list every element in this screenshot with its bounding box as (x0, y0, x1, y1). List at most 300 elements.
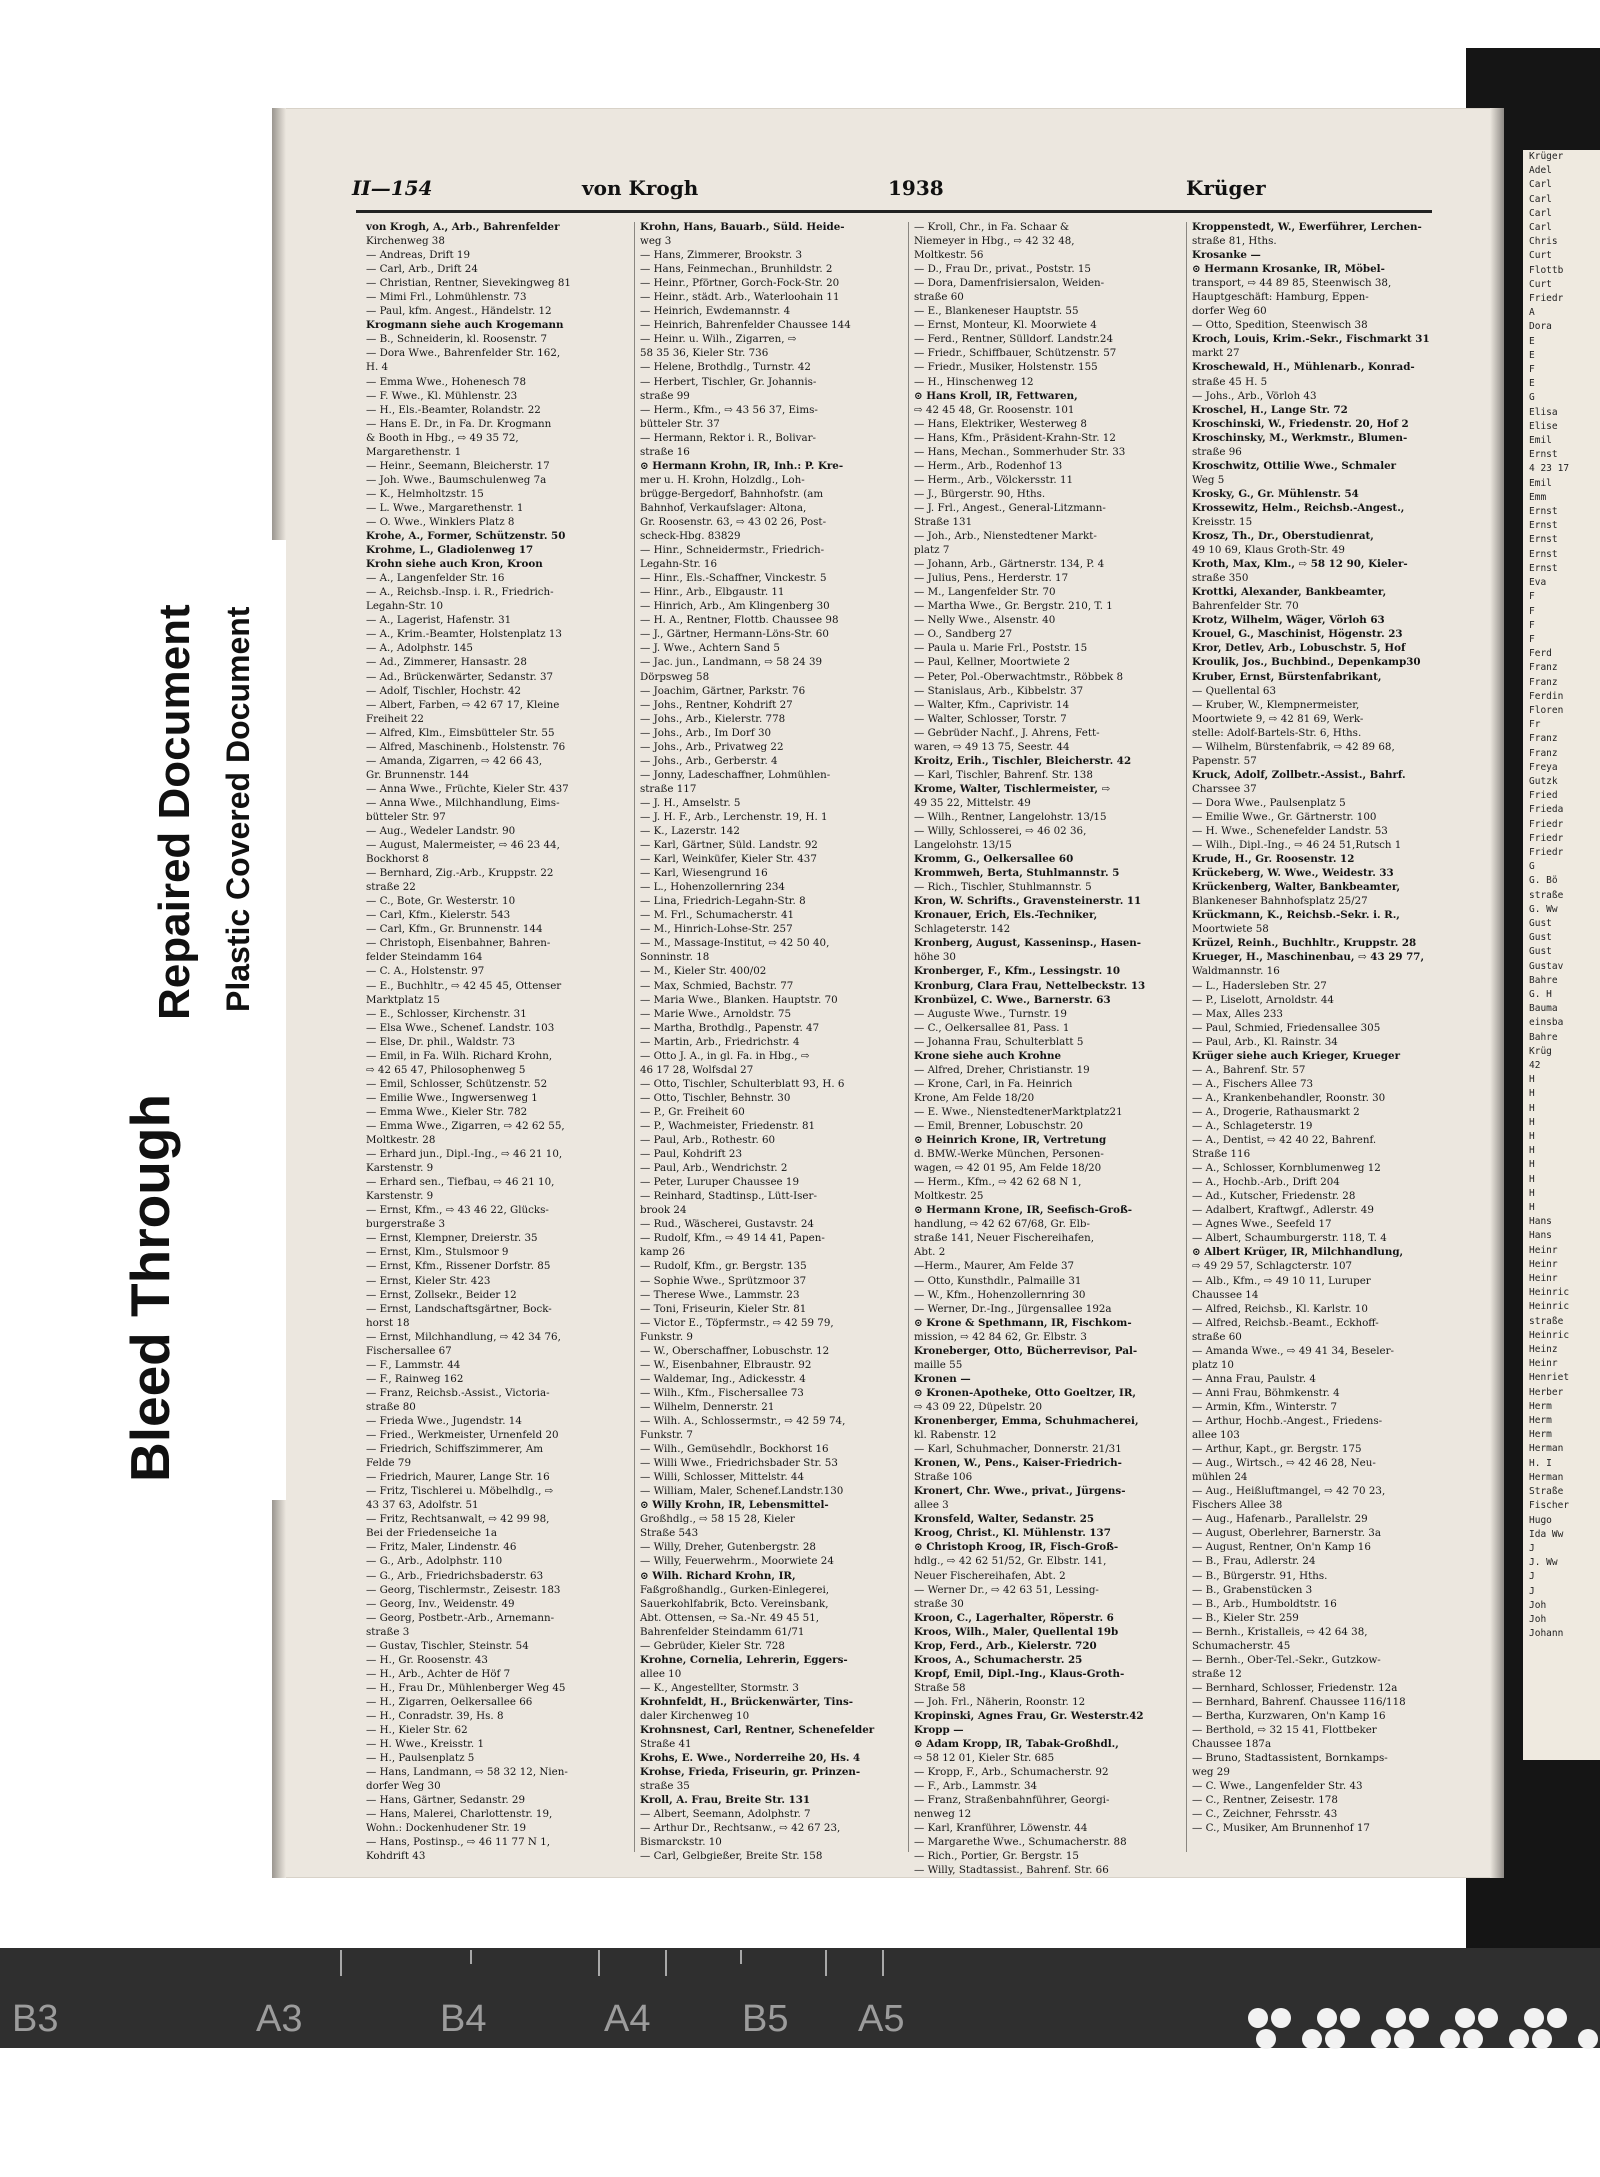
sliver-line: Gutzk (1529, 775, 1558, 787)
sliver-line: Ernst (1529, 520, 1558, 532)
directory-entry-line: ⊙ Hans Kroll, IR, Fettwaren, (914, 389, 1078, 402)
directory-entry-line: — Agnes Wwe., Seefeld 17 (1192, 1218, 1332, 1231)
directory-entry-line: Margarethenstr. 1 (366, 445, 462, 458)
directory-entry-line: — Peter, Pol.-Oberwachtmstr., Röbbek 8 (914, 670, 1124, 683)
directory-entry-line: allee 10 (640, 1667, 682, 1680)
directory-entry-line: — Aug., Hafenarb., Parallelstr. 29 (1192, 1513, 1368, 1526)
directory-entry-line: Charssee 37 (1192, 782, 1257, 795)
directory-entry-line: platz 10 (1192, 1358, 1234, 1371)
ruler-label-a4: A4 (604, 1998, 651, 2040)
directory-entry-line: — Willy, Dreher, Gutenbergstr. 28 (640, 1541, 816, 1554)
directory-entry-line: — Emil, Schlosser, Schützenstr. 52 (366, 1077, 548, 1090)
directory-entry-line: — Hans, Feinmechan., Brunhildstr. 2 (640, 263, 833, 276)
directory-entry-line: straße 45 H. 5 (1192, 375, 1268, 388)
directory-entry-line: — H., Els.-Beamter, Rolandstr. 22 (366, 403, 541, 416)
directory-entry-line: Krohne, Cornelia, Lehrerin, Eggers- (640, 1653, 848, 1666)
directory-entry-line: — C. A., Holstenstr. 97 (366, 965, 485, 978)
directory-entry-line: — Paul, Kohdrift 23 (640, 1148, 743, 1161)
sliver-line: Heinric (1529, 1287, 1570, 1299)
directory-entry-line: — Peter, Luruper Chaussee 19 (640, 1176, 800, 1189)
directory-entry-line: — A., Schlageterstr. 19 (1192, 1120, 1313, 1132)
directory-entry-line: — Alfred, Klm., Eimsbütteler Str. 55 (366, 726, 555, 739)
directory-entry-line: — Werner Dr., ⇨ 42 63 51, Lessing- (914, 1583, 1099, 1596)
target-dot (1394, 2029, 1414, 2049)
directory-entry-line: — Bernh., Ober-Tel.-Sekr., Gutzkow- (1192, 1653, 1381, 1666)
directory-entry-line: Moltkestr. 25 (914, 1190, 984, 1203)
directory-entry-line: — Johs., Arb., Privatweg 22 (640, 740, 784, 753)
sliver-line: Franz (1529, 662, 1558, 674)
directory-entry-line: — Marie Wwe., Arnoldstr. 75 (640, 1007, 792, 1020)
sliver-line: H. I (1529, 1457, 1552, 1469)
directory-entry-line: — F. Wwe., Kl. Mühlenstr. 23 (366, 389, 518, 402)
directory-entry-line: — Helene, Brothdlg., Turnstr. 42 (640, 361, 811, 374)
directory-entry-line: — Ernst, Zollsekr., Beider 12 (366, 1288, 517, 1301)
directory-entry-line: Blankeneser Bahnhofsplatz 25/27 (1192, 895, 1368, 908)
directory-entry-line: — F., Rainweg 162 (366, 1372, 464, 1385)
ruler-label-b3: B3 (12, 1998, 59, 2040)
sliver-line: Emil (1529, 435, 1552, 447)
directory-entry-line: Karstenstr. 9 (366, 1190, 434, 1203)
directory-entry-line: straße 96 (1192, 445, 1242, 458)
directory-entry-line: — Franz, Reichsb.-Assist., Victoria- (366, 1386, 550, 1399)
directory-entry-line: bütteler Str. 97 (366, 810, 446, 823)
directory-entry-line: — Wilhelm, Dennerstr. 21 (640, 1400, 775, 1413)
directory-entry-line: Kroos, Wilh., Maler, Quellental 19b (914, 1625, 1119, 1638)
sliver-line: G. H (1529, 988, 1552, 1000)
directory-entry-line: — Kruber, W., Klempnermeister, (1192, 698, 1360, 711)
directory-entry-line: Krückmann, K., Reichsb.-Sekr. i. R., (1192, 909, 1400, 922)
sliver-line: Ernst (1529, 534, 1558, 546)
directory-entry-line: — Stanislaus, Arb., Kibbelstr. 37 (914, 684, 1084, 697)
directory-entry-line: — C., Rentner, Zeisestr. 178 (1192, 1794, 1338, 1807)
directory-entry-line: Krüger siehe auch Krieger, Krueger (1192, 1049, 1401, 1062)
directory-entry-line: ⇨ 42 65 47, Philosophenweg 5 (366, 1063, 526, 1076)
directory-entry-line: — Joh. Wwe., Baumschulenweg 7a (366, 473, 547, 486)
directory-entry-line: Kroitz, Erih., Tischler, Bleicherstr. 42 (914, 754, 1132, 767)
directory-entry-line: — Friedr., Schiffbauer, Schützenstr. 57 (914, 347, 1117, 360)
directory-entry-line: — Heinr. u. Wilh., Zigarren, ⇨ (640, 333, 797, 346)
target-dot (1532, 2029, 1552, 2049)
directory-entry-line: — Ernst, Landschaftsgärtner, Bock- (366, 1302, 552, 1315)
sliver-line: Heinric (1529, 1301, 1570, 1313)
directory-entry-line: 58 35 36, Kieler Str. 736 (640, 347, 769, 360)
sliver-line: Gustav (1529, 960, 1564, 972)
directory-entry-line: — Arthur Dr., Rechtsanw., ⇨ 42 67 23, (640, 1822, 841, 1835)
adjacent-page-sliver (1523, 150, 1600, 1760)
sliver-line: H (1529, 1131, 1535, 1143)
directory-entry-line: — Rich., Tischler, Stuhlmannstr. 5 (914, 881, 1092, 894)
directory-entry-line: platz 7 (914, 544, 950, 557)
sliver-line: Gust (1529, 917, 1552, 929)
directory-entry-line: — C. Wwe., Langenfelder Str. 43 (1192, 1780, 1363, 1793)
directory-entry-line: & Booth in Hbg., ⇨ 49 35 72, (366, 431, 519, 444)
directory-entry-line: ⊙ Krone & Spethmann, IR, Fischkom- (914, 1316, 1132, 1329)
directory-entry-line: — C., Zeichner, Fehrsstr. 43 (1192, 1808, 1338, 1821)
directory-entry-line: — Adalbert, Kraftwgf., Adlerstr. 49 (1192, 1204, 1374, 1217)
directory-entry-line: — Hinr., Els.-Schaffner, Vinckestr. 5 (640, 572, 827, 585)
directory-entry-line: straße 60 (914, 291, 964, 304)
directory-entry-line: Kron, W. Schrifts., Gravensteinerstr. 11 (914, 895, 1142, 908)
directory-entry-line: — Aug., Wirtsch., ⇨ 42 46 28, Neu- (1192, 1457, 1376, 1470)
directory-entry-line: — H. Wwe., Schenefelder Landstr. 53 (1192, 825, 1388, 838)
target-dot (1478, 2008, 1498, 2028)
directory-entry-line: — Frieda Wwe., Jugendstr. 14 (366, 1414, 522, 1427)
directory-entry-line: — Bruno, Stadtassistent, Bornkamps- (1192, 1752, 1388, 1765)
sliver-line: Gust (1529, 946, 1552, 958)
sliver-line: E (1529, 335, 1535, 347)
directory-entry-line: — Wilh. A., Schlossermstr., ⇨ 42 59 74, (640, 1414, 846, 1427)
directory-entry-line: Straße 543 (640, 1527, 699, 1540)
directory-entry-line: Freiheit 22 (366, 712, 424, 725)
color-target-pattern (1248, 2008, 1600, 2048)
directory-entry-line: — M., Massage-Institut, ⇨ 42 50 40, (640, 937, 830, 950)
directory-entry-line: Waldmannstr. 16 (1192, 965, 1280, 978)
sliver-line: Hans (1529, 1216, 1552, 1228)
sliver-line: Heinr (1529, 1358, 1558, 1370)
directory-entry-line: — Fritz, Tischlerei u. Möbelhdlg., ⇨ (366, 1485, 554, 1498)
target-dot (1302, 2029, 1322, 2049)
target-dot (1371, 2029, 1391, 2049)
directory-entry-line: — Herm., Kfm., ⇨ 43 56 37, Eims- (640, 403, 818, 416)
directory-entry-line: ⊙ Adam Kropp, IR, Tabak-Großhdl., (914, 1738, 1119, 1751)
directory-entry-line: — Julius, Pens., Herderstr. 17 (914, 572, 1069, 585)
directory-entry-line: — Emil, Brenner, Lobuschstr. 20 (914, 1120, 1084, 1132)
directory-entry-line: straße 350 (1192, 572, 1249, 585)
directory-entry-line: — Hermann, Rektor i. R., Bolivar- (640, 431, 817, 444)
sliver-line: E (1529, 349, 1535, 361)
directory-entry-line: — Otto, Tischler, Behnstr. 30 (640, 1091, 791, 1104)
sliver-line: Carl (1529, 193, 1552, 205)
directory-entry-line: — Wilh., Gemüsehdlr., Bockhorst 16 (640, 1443, 829, 1456)
sliver-line: H (1529, 1202, 1535, 1214)
directory-entry-line: — Kropp, F., Arb., Schumacherstr. 92 (914, 1766, 1109, 1779)
directory-entry-line: — Georg, Tischlermstr., Zeisestr. 183 (366, 1583, 561, 1596)
directory-entry-line: — Karl, Schuhmacher, Donnerstr. 21/31 (914, 1443, 1122, 1456)
ruler-tick (825, 1950, 827, 1976)
directory-entry-line: — J. Wwe., Achtern Sand 5 (640, 642, 780, 655)
directory-entry-line: — A., Drogerie, Rathausmarkt 2 (1192, 1105, 1360, 1118)
directory-entry-line: Großhdlg., ⇨ 58 15 28, Kieler (640, 1513, 795, 1526)
sliver-line: Emm (1529, 491, 1547, 503)
directory-entry-line: — Hans, Gärtner, Sedanstr. 29 (366, 1794, 526, 1807)
column-divider (634, 222, 635, 1852)
directory-entry-line: — Hans, Zimmerer, Brookstr. 3 (640, 249, 803, 262)
directory-entry-line: — L., Hohenzollernring 234 (640, 881, 785, 894)
directory-entry-line: — Rudolf, Kfm., gr. Bergstr. 135 (640, 1260, 807, 1273)
directory-entry-line: — Armin, Kfm., Winterstr. 7 (1192, 1400, 1338, 1413)
sliver-line: Heinr (1529, 1244, 1558, 1256)
directory-entry-line: — Hans, Mechan., Sommerhuder Str. 33 (914, 445, 1126, 458)
directory-entry-line: ⊙ Kronen-Apotheke, Otto Goeltzer, IR, (914, 1386, 1136, 1399)
directory-entry-line: brook 24 (640, 1204, 687, 1217)
directory-entry-line: — Paul, Schmied, Friedensallee 305 (1192, 1021, 1381, 1034)
directory-entry-line: — Ad., Kutscher, Friedenstr. 28 (1192, 1190, 1356, 1203)
directory-entry-line: straße 141, Neuer Fischereihafen, (914, 1232, 1095, 1245)
directory-entry-line: — H., Frau Dr., Mühlenberger Weg 45 (366, 1681, 566, 1694)
directory-entry-line: Krommweh, Berta, Stuhlmannstr. 5 (914, 867, 1120, 880)
directory-entry-line: — H. Wwe., Kreisstr. 1 (366, 1738, 485, 1751)
directory-entry-line: — W., Kfm., Hohenzollernring 30 (914, 1288, 1086, 1301)
target-dot (1463, 2029, 1483, 2049)
sliver-line: Friedr (1529, 818, 1564, 830)
sliver-line: H (1529, 1159, 1535, 1171)
directory-entry-line: Krottki, Alexander, Bankbeamter, (1192, 586, 1387, 599)
directory-entry-line: — Emma Wwe., Kieler Str. 782 (366, 1105, 528, 1118)
ruler-label-a5: A5 (858, 1998, 905, 2040)
directory-entry-line: — P., Liselott, Arnoldstr. 44 (1192, 993, 1334, 1006)
directory-entry-line: — Carl, Kfm., Gr. Brunnenstr. 144 (366, 923, 543, 936)
target-dot (1409, 2008, 1429, 2028)
sliver-line: Ernst (1529, 548, 1558, 560)
sliver-line: Heinr (1529, 1273, 1558, 1285)
directory-entry-line: — H., Hinschenweg 12 (914, 375, 1034, 388)
directory-entry-line: — Bernhard, Zig.-Arb., Kruppstr. 22 (366, 867, 554, 880)
target-dot (1440, 2029, 1460, 2049)
sliver-line: Friedr (1529, 832, 1564, 844)
directory-entry-line: höhe 30 (914, 951, 956, 964)
directory-entry-line: — G., Arb., Adolphstr. 110 (366, 1555, 503, 1568)
directory-entry-line: straße 22 (366, 881, 416, 894)
directory-entry-line: — K., Lazerstr. 142 (640, 825, 740, 838)
directory-entry-line: — Otto, Kunsthdlr., Palmaille 31 (914, 1274, 1082, 1287)
directory-entry-line: — Kroll, Chr., in Fa. Schaar & (914, 221, 1070, 233)
directory-entry-line: — Lina, Friedrich-Legahn-Str. 8 (640, 895, 806, 908)
sliver-line: Floren (1529, 704, 1564, 716)
directory-entry-line: Krouel, G., Maschinist, Högenstr. 23 (1192, 628, 1403, 641)
directory-entry-line: — Jac. jun., Landmann, ⇨ 58 24 39 (640, 656, 823, 669)
sliver-line: Gust (1529, 932, 1552, 944)
directory-entry-line: Kreisstr. 15 (1192, 515, 1253, 528)
directory-entry-line: Kronberg, August, Kasseninsp., Hasen- (914, 937, 1142, 950)
directory-entry-line: Funkstr. 9 (640, 1330, 693, 1343)
directory-entry-line: — Hans, Postinsp., ⇨ 46 11 77 N 1, (366, 1836, 551, 1849)
directory-column-4 (1192, 220, 1440, 1860)
page-number: II—154 (352, 176, 433, 200)
directory-entry-line: — Hinrich, Arb., Am Klingenberg 30 (640, 600, 830, 613)
page-gutter-shadow (1490, 108, 1504, 1878)
running-head-left: von Krogh (582, 176, 699, 200)
directory-entry-line: Kronauer, Erich, Els.-Techniker, (914, 909, 1098, 922)
directory-entry-line: — Hans, Landmann, ⇨ 58 32 12, Nien- (366, 1766, 568, 1779)
target-dot (1317, 2008, 1337, 2028)
sliver-line: Elisa (1529, 406, 1558, 418)
directory-entry-line: — Rudolf, Kfm., ⇨ 49 14 41, Papen- (640, 1232, 825, 1245)
directory-entry-line: Karstenstr. 9 (366, 1162, 434, 1175)
directory-entry-line: Bei der Friedenseiche 1a (366, 1527, 498, 1540)
directory-entry-line: — P., Wachmeister, Friedenstr. 81 (640, 1120, 816, 1132)
directory-entry-line: — Herm., Arb., Rodenhof 13 (914, 459, 1063, 472)
directory-entry-line: — Rich., Portier, Gr. Bergstr. 15 (914, 1850, 1079, 1863)
directory-entry-line: — Adolf, Tischler, Hochstr. 42 (366, 684, 522, 697)
directory-entry-line: — Hans E. Dr., in Fa. Dr. Krogmann (366, 417, 552, 430)
directory-entry-line: Krotz, Wilhelm, Wäger, Vörloh 63 (1192, 614, 1385, 627)
directory-entry-line: — Wilh., Rentner, Langelohstr. 13/15 (914, 810, 1107, 823)
sliver-line: H (1529, 1173, 1535, 1185)
directory-entry-line: Kronen, W., Pens., Kaiser-Friedrich- (914, 1457, 1122, 1470)
directory-entry-line: — H., Arb., Achter de Höf 7 (366, 1667, 511, 1680)
directory-entry-line: Abt. 2 (914, 1246, 946, 1259)
directory-entry-line: Kronen — (914, 1372, 971, 1385)
directory-entry-line: burgerstraße 3 (366, 1218, 446, 1231)
directory-entry-line: — Bernhard, Schlosser, Friedenstr. 12a (1192, 1681, 1398, 1694)
directory-entry-line: — Christian, Rentner, Sievekingweg 81 (366, 277, 571, 290)
sliver-line: G. Bö (1529, 875, 1558, 887)
directory-entry-line: — Walter, Kfm., Caprivistr. 14 (914, 698, 1070, 711)
sliver-line: F (1529, 633, 1535, 645)
directory-entry-line: — Heinr., Pförtner, Gorch-Fock-Str. 20 (640, 277, 840, 290)
repaired-document-label: Repaired Document (150, 604, 199, 1020)
directory-entry-line: — B., Schneiderin, kl. Roosenstr. 7 (366, 333, 548, 346)
sliver-line: Herm (1529, 1415, 1552, 1427)
directory-entry-line: ⊙ Hermann Krosanke, IR, Möbel- (1192, 263, 1385, 276)
directory-entry-line: Sonninstr. 18 (640, 951, 710, 964)
sliver-line: Carl (1529, 179, 1552, 191)
directory-entry-line: Krohn, Hans, Bauarb., Süld. Heide- (640, 221, 845, 233)
directory-entry-line: — Emilie Wwe., Ingwersenweg 1 (366, 1091, 538, 1104)
directory-entry-line: handlung, ⇨ 42 62 67/68, Gr. Elb- (914, 1218, 1091, 1231)
sliver-line: F (1529, 619, 1535, 631)
directory-entry-line: — P., Gr. Freiheit 60 (640, 1105, 745, 1118)
directory-entry-line: ⊙ Wilh. Richard Krohn, IR, (640, 1569, 796, 1582)
sliver-line: G (1529, 861, 1535, 873)
directory-entry-line: — Paul, Arb., Rothestr. 60 (640, 1134, 776, 1147)
directory-entry-line: Kropinski, Agnes Frau, Gr. Westerstr.42 (914, 1709, 1144, 1722)
directory-entry-line: — Reinhard, Stadtinsp., Lütt-Iser- (640, 1190, 817, 1203)
directory-entry-line: mühlen 24 (1192, 1471, 1248, 1484)
directory-entry-line: Kropp — (914, 1724, 964, 1737)
sliver-line: Curt (1529, 250, 1552, 262)
sliver-line: Joh (1529, 1613, 1547, 1625)
directory-entry-line: Krossewitz, Helm., Reichsb.-Angest., (1192, 501, 1405, 514)
directory-entry-line: — Dora, Damenfrisiersalon, Weiden- (914, 277, 1105, 290)
ruler-tick (470, 1950, 472, 1964)
directory-entry-line: hdlg., ⇨ 42 62 51/52, Gr. Elbstr. 141, (914, 1555, 1107, 1568)
directory-entry-line: — A., Bahrenf. Str. 57 (1192, 1063, 1306, 1076)
directory-entry-line: scheck-Hbg. 83829 (640, 530, 741, 543)
directory-entry-line: — Jonny, Ladeschaffner, Lohmühlen- (640, 768, 831, 781)
sliver-line: straße (1529, 1315, 1564, 1327)
column-divider (1186, 222, 1187, 1852)
directory-entry-line: straße 81, Hths. (1192, 235, 1277, 248)
directory-entry-line: Kronburg, Clara Frau, Nettelbeckstr. 13 (914, 979, 1146, 992)
directory-entry-line: Moltkestr. 56 (914, 249, 984, 262)
directory-entry-line: Kroch, Louis, Krim.-Sekr., Fischmarkt 31 (1192, 333, 1430, 346)
directory-entry-line: — M., Hinrich-Lohse-Str. 257 (640, 923, 793, 936)
directory-entry-line: Kronbüzel, C. Wwe., Barnerstr. 63 (914, 993, 1111, 1006)
directory-entry-line: — Heinrich, Ewdemannstr. 4 (640, 305, 791, 318)
directory-entry-line: — Aug., Heißluftmangel, ⇨ 42 70 23, (1192, 1485, 1386, 1498)
directory-entry-line: — Paula u. Marie Frl., Poststr. 15 (914, 642, 1088, 655)
directory-entry-line: nenweg 12 (914, 1808, 972, 1821)
target-dot (1524, 2008, 1544, 2028)
directory-entry-line: Bismarckstr. 10 (640, 1836, 722, 1849)
directory-entry-line: — A., Lagerist, Hafenstr. 31 (366, 614, 512, 627)
directory-entry-line: — M., Kieler Str. 400/02 (640, 965, 767, 978)
sliver-line: Bahre (1529, 974, 1558, 986)
sliver-line: Johann (1529, 1628, 1564, 1640)
sliver-line: Dora (1529, 321, 1552, 333)
directory-entry-line: Krude, H., Gr. Roosenstr. 12 (1192, 853, 1355, 866)
directory-entry-line: 46 17 28, Wolfsdal 27 (640, 1063, 754, 1076)
directory-entry-line: — Joh., Arb., Nienstedtener Markt- (914, 530, 1097, 543)
sliver-line: Krüger (1529, 151, 1564, 162)
target-dot (1386, 2008, 1406, 2028)
running-head-right: Krüger (1186, 176, 1266, 200)
directory-entry-line: wagen, ⇨ 42 01 95, Am Felde 18/20 (914, 1162, 1102, 1175)
directory-entry-line: Moltkestr. 28 (366, 1134, 436, 1147)
directory-entry-line: Krop, Ferd., Arb., Kielerstr. 720 (914, 1639, 1097, 1652)
directory-entry-line: kamp 26 (640, 1246, 686, 1259)
directory-entry-line: — C., Oelkersallee 81, Pass. 1 (914, 1021, 1070, 1034)
directory-entry-line: — Christoph, Eisenbahner, Bahren- (366, 937, 551, 950)
directory-entry-line: — Joachim, Gärtner, Parkstr. 76 (640, 684, 806, 697)
target-dot (1340, 2008, 1360, 2028)
directory-entry-line: — Johs., Arb., Kielerstr. 778 (640, 712, 786, 725)
directory-entry-line: — Fried., Werkmeister, Urnenfeld 20 (366, 1429, 559, 1442)
sliver-line: Ernst (1529, 562, 1558, 574)
ruler-tick (882, 1950, 884, 1976)
directory-entry-line: — Karl, Kranführer, Löwenstr. 44 (914, 1822, 1088, 1835)
directory-entry-line: — A., Krim.-Beamter, Holstenplatz 13 (366, 628, 562, 641)
directory-entry-line: Kroschwitz, Ottilie Wwe., Schmaler (1192, 459, 1397, 472)
directory-entry-line: von Krogh, A., Arb., Bahrenfelder (366, 221, 560, 233)
directory-entry-line: Legahn-Str. 16 (640, 558, 718, 571)
directory-entry-line: —Herm., Maurer, Am Felde 37 (914, 1260, 1075, 1273)
directory-entry-line: Schumacherstr. 45 (1192, 1639, 1291, 1652)
directory-entry-line: Felde 79 (366, 1457, 412, 1470)
sliver-line: Adel (1529, 165, 1552, 177)
directory-entry-line: — Elsa Wwe., Schenef. Landstr. 103 (366, 1021, 555, 1034)
directory-entry-line: — Ad., Brückenwärter, Sedanstr. 37 (366, 670, 554, 683)
directory-entry-line: — Emil, in Fa. Wilh. Richard Krohn, (366, 1049, 553, 1062)
directory-entry-line: — Alfred, Reichsb.-Beamt., Eckhoff- (1192, 1316, 1379, 1329)
directory-entry-line: Kroschinsky, M., Werkmstr., Blumen- (1192, 431, 1408, 444)
directory-entry-line: — Paul, Kellner, Moortwiete 2 (914, 656, 1071, 669)
directory-entry-line: — E. Wwe., NienstedtenerMarktplatz21 (914, 1105, 1123, 1118)
directory-entry-line: — W., Oberschaffner, Lobuschstr. 12 (640, 1344, 830, 1357)
directory-entry-line: — Auguste Wwe., Turnstr. 19 (914, 1007, 1067, 1020)
directory-entry-line: — Friedr., Musiker, Holstenstr. 155 (914, 361, 1098, 374)
directory-entry-line: — Max, Alles 233 (1192, 1007, 1283, 1020)
directory-entry-line: dorfer Weg 30 (366, 1780, 441, 1793)
sliver-line: Carl (1529, 207, 1552, 219)
sliver-line: Frieda (1529, 804, 1564, 816)
directory-entry-line: — Joh. Frl., Näherin, Roonstr. 12 (914, 1695, 1086, 1708)
sliver-line: Heinric (1529, 1329, 1570, 1341)
directory-entry-line: ⊙ Christoph Kroog, IR, Fisch-Groß- (914, 1541, 1119, 1554)
directory-entry-line: mission, ⇨ 42 84 62, Gr. Elbstr. 3 (914, 1330, 1087, 1343)
directory-entry-line: Krohme, L., Gladiolenweg 17 (366, 544, 534, 557)
directory-entry-line: — Johs., Arb., Gerberstr. 4 (640, 754, 778, 767)
target-dot (1325, 2029, 1345, 2049)
sliver-line: Straße (1529, 1486, 1564, 1498)
directory-entry-line: — Karl, Weinküfer, Kieler Str. 437 (640, 853, 817, 866)
directory-entry-line: Straße 41 (640, 1738, 692, 1751)
directory-entry-line: — Paul, Arb., Wendrichstr. 2 (640, 1162, 788, 1175)
directory-entry-line: — J., Gärtner, Hermann-Löns-Str. 60 (640, 628, 829, 641)
directory-entry-line: Chaussee 14 (1192, 1288, 1259, 1301)
sliver-line: 4 23 17 (1529, 463, 1570, 475)
directory-column-3 (914, 220, 1180, 1877)
directory-entry-line: ⇨ 42 45 48, Gr. Roosenstr. 101 (914, 403, 1075, 416)
directory-entry-line: mer u. H. Krohn, Holzdlg., Loh- (640, 473, 805, 486)
target-dot (1248, 2008, 1268, 2028)
directory-entry-line: — Georg, Postbetr.-Arb., Arnemann- (366, 1611, 555, 1624)
directory-entry-line: — Alb., Kfm., ⇨ 49 10 11, Luruper (1192, 1274, 1371, 1287)
directory-entry-line: Chaussee 187a (1192, 1738, 1272, 1751)
directory-entry-line: — Emma Wwe., Zigarren, ⇨ 42 62 55, (366, 1120, 565, 1132)
directory-entry-line: Wohn.: Dockenhudener Str. 19 (366, 1822, 527, 1835)
